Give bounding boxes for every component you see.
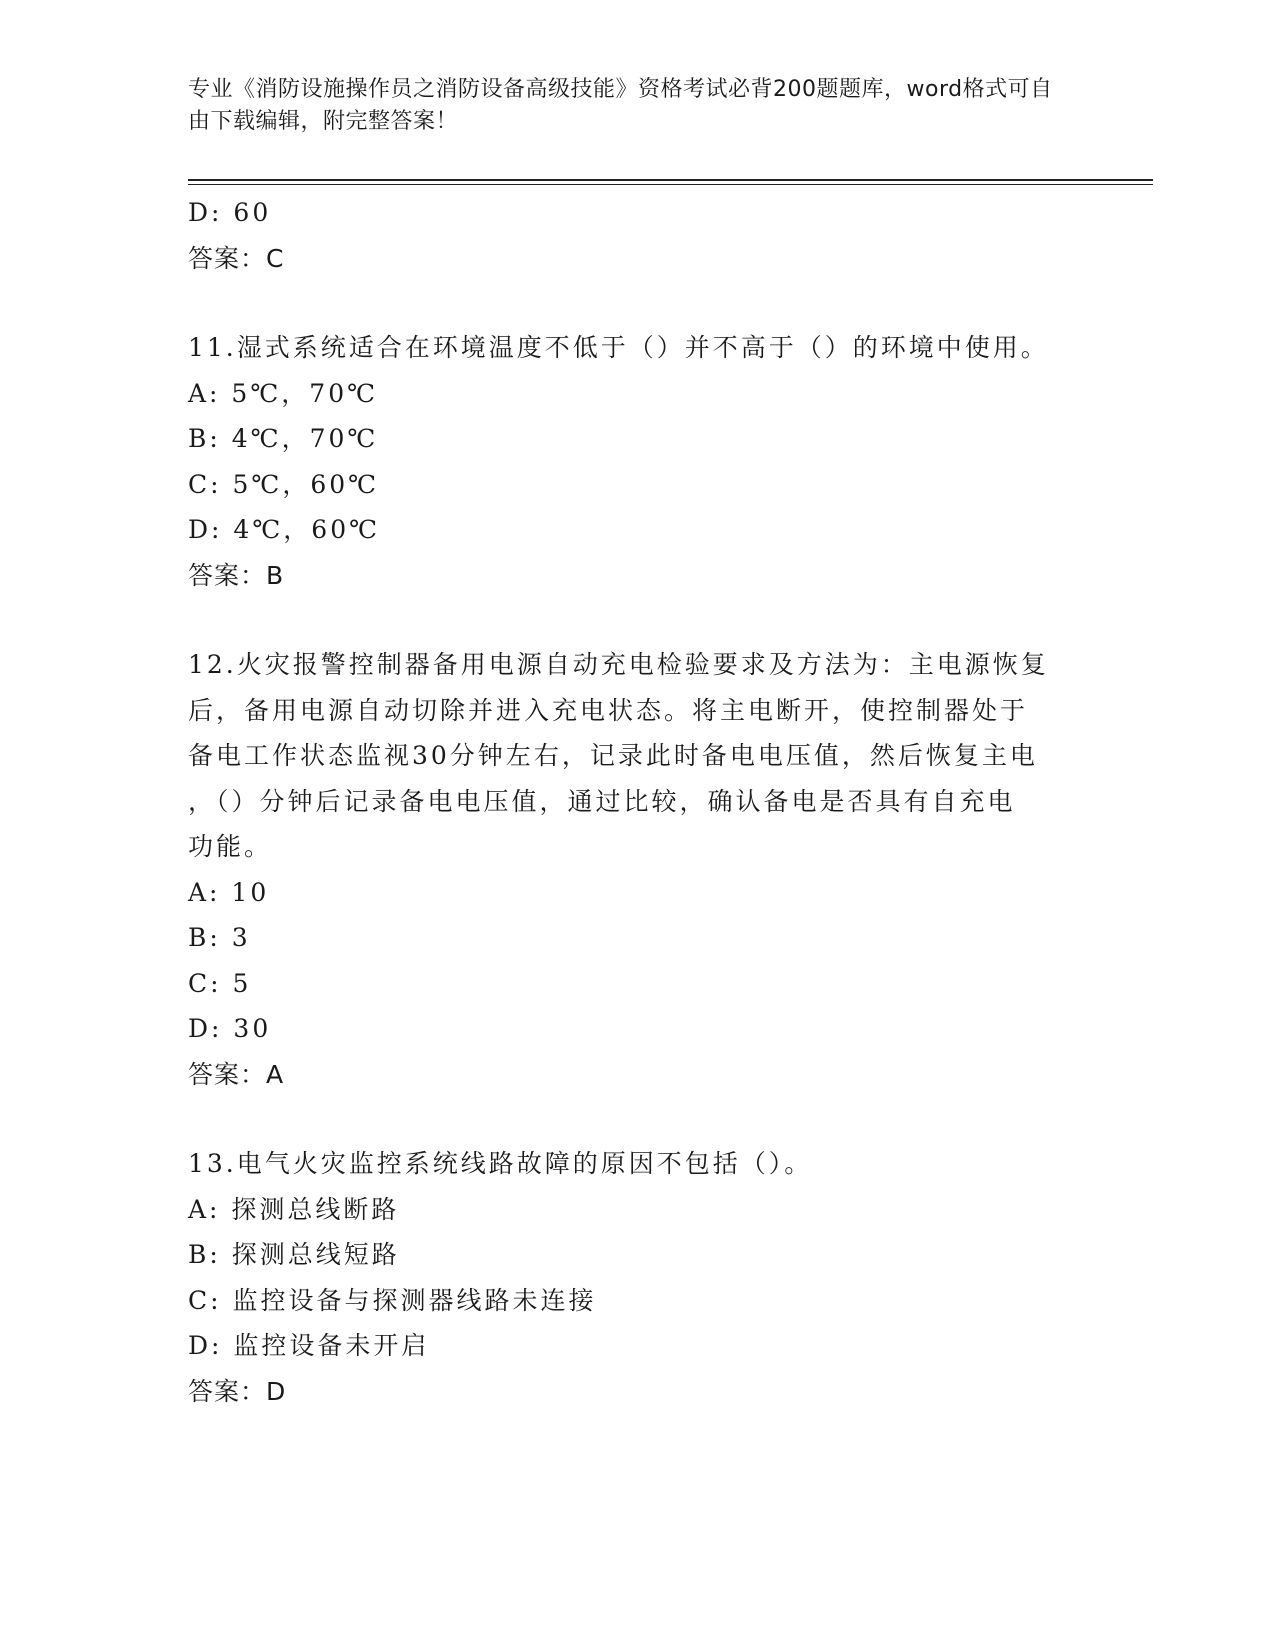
option-c: C: 监控设备与探测器线路未连接 xyxy=(188,1285,597,1315)
question-10-tail xyxy=(188,190,1088,281)
option-d: D: 4℃，60℃ xyxy=(188,515,381,544)
answer: 答案：A xyxy=(188,1059,285,1089)
option-b: B: 探测总线短路 xyxy=(188,1240,400,1269)
option-a: A: 10 xyxy=(188,877,270,907)
option-d: D: 监控设备未开启 xyxy=(188,1331,430,1360)
option-d: D: 60 xyxy=(188,198,272,227)
answer: 答案：C xyxy=(188,243,285,273)
question-stem-line: 功能。 xyxy=(188,832,273,861)
header-rule-thin xyxy=(188,184,1153,185)
header-rule-thick xyxy=(188,179,1153,181)
question-stem: 13.电气火灾监控系统线路故障的原因不包括（）。 xyxy=(188,1149,813,1178)
question-stem-line: 12.火灾报警控制器备用电源自动充电检验要求及方法为：主电源恢复 xyxy=(188,650,1049,679)
question-stem: 11.湿式系统适合在环境温度不低于（）并不高于（）的环境中使用。 xyxy=(188,333,1049,362)
answer: 答案：D xyxy=(188,1376,287,1406)
option-c: C: 5 xyxy=(188,968,252,998)
question-13 xyxy=(188,1141,1088,1414)
question-12 xyxy=(188,642,1088,1097)
document-header: 专业《消防设施操作员之消防设备高级技能》资格考试必背200题题库，word格式可自由下载编辑，附完整答案！ xyxy=(188,77,1053,134)
question-content xyxy=(188,190,1088,1414)
answer: 答案：B xyxy=(188,560,285,590)
question-stem-line: 后，备用电源自动切除并进入充电状态。将主电断开，使控制器处于 xyxy=(188,695,1029,725)
option-d: D: 30 xyxy=(188,1014,272,1043)
option-a: A: 探测总线断路 xyxy=(188,1194,400,1224)
option-a: A: 5℃，70℃ xyxy=(188,378,379,408)
question-11 xyxy=(188,325,1088,598)
question-stem-line: 备电工作状态监视30分钟左右，记录此时备电电压值，然后恢复主电 xyxy=(188,741,1038,770)
question-stem-line: ，（）分钟后记录备电电压值，通过比较，确认备电是否具有自充电 xyxy=(188,786,1016,816)
option-b: B: 4℃，70℃ xyxy=(188,424,379,453)
option-c: C: 5℃，60℃ xyxy=(188,469,380,499)
option-b: B: 3 xyxy=(188,923,251,952)
